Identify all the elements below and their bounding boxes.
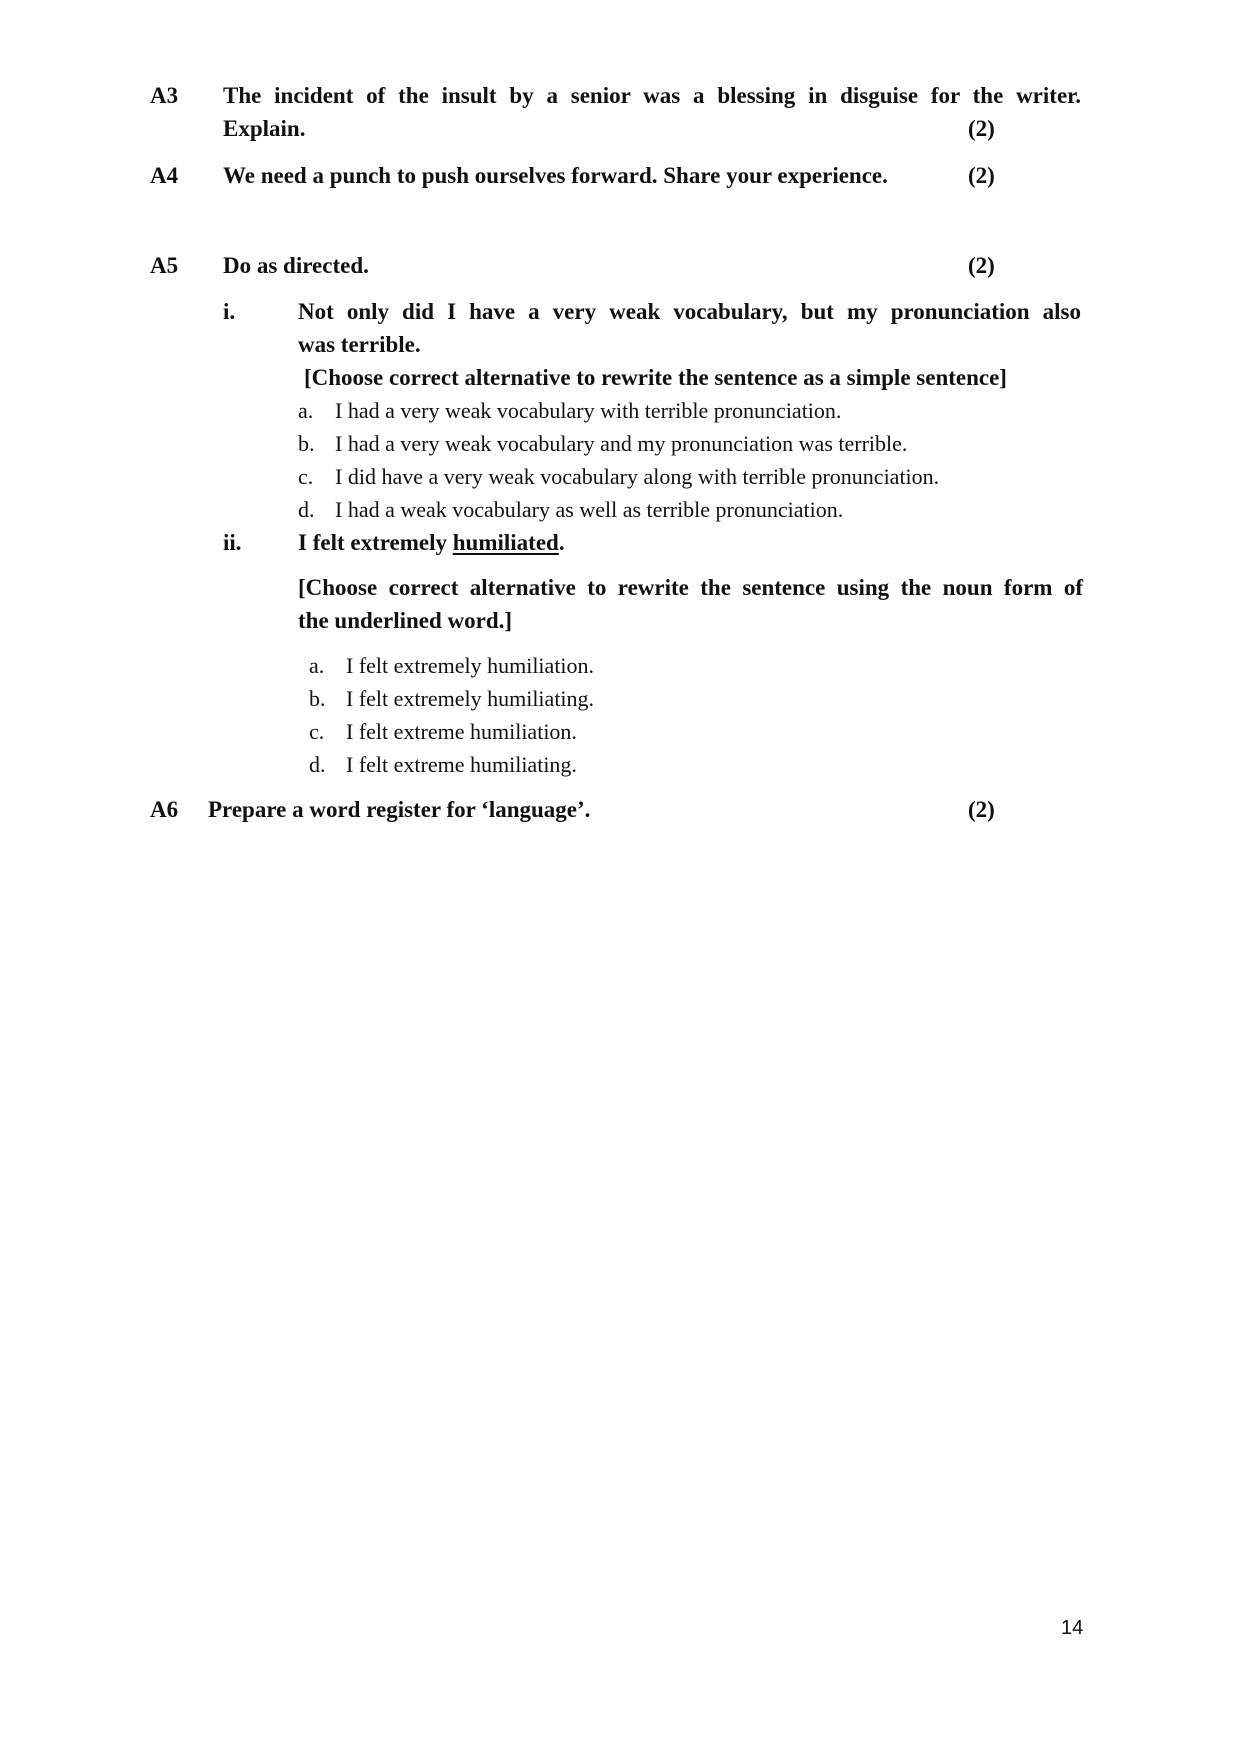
question-label-a3: A3: [150, 83, 179, 108]
sentence-text-before: I felt extremely: [298, 530, 453, 555]
question-label-a6: A6: [150, 797, 179, 822]
option-text: I did have a very weak vocabulary along with terrible pronunciation.: [335, 464, 940, 489]
page-number: 14: [1061, 1617, 1084, 1639]
option-text: I had a very weak vocabulary with terrible pronunciation.: [335, 398, 842, 423]
subpart-i-text-line1: Not only did I have a very weak vocabulary, but my pronunciation also: [298, 299, 1081, 324]
option-letter: c.: [309, 719, 325, 744]
subpart-label-i: i.: [223, 299, 236, 324]
subpart-ii-instruction-line1: [Choose correct alternative to rewrite the sentence using the noun form of: [298, 575, 1083, 600]
question-a5-text: Do as directed.: [223, 253, 369, 278]
option-text: I had a weak vocabulary as well as terrible pronunciation.: [335, 497, 844, 522]
subpart-ii-sentence: [298, 530, 565, 556]
marks-a4: (2): [968, 163, 995, 188]
option-text: I felt extreme humiliating.: [346, 752, 577, 777]
option-letter: d.: [298, 497, 315, 522]
sentence-text-after: .: [558, 530, 565, 555]
option-letter: d.: [309, 752, 326, 777]
marks-a5: (2): [968, 253, 995, 278]
subpart-i-text-line2: was terrible.: [298, 332, 421, 357]
marks-a3: (2): [968, 116, 995, 141]
option-letter: a.: [309, 653, 325, 678]
subpart-label-ii: ii.: [223, 530, 242, 555]
question-a3-text-line2: Explain.: [223, 116, 306, 141]
option-letter: b.: [309, 686, 326, 711]
marks-a6: (2): [968, 797, 995, 822]
option-letter: c.: [298, 464, 314, 489]
option-text: I felt extremely humiliation.: [346, 653, 595, 678]
question-label-a4: A4: [150, 163, 179, 188]
option-text: I felt extremely humiliating.: [346, 686, 595, 711]
question-a3-text-line1: The incident of the insult by a senior was a blessing in disguise for the writer.: [223, 83, 1081, 108]
question-a6-text: Prepare a word register for ‘language’.: [208, 797, 591, 822]
underlined-word: humiliated: [452, 530, 559, 555]
option-letter: a.: [298, 398, 314, 423]
option-text: I had a very weak vocabulary and my pronunciation was terrible.: [335, 431, 908, 456]
question-a4-text: We need a punch to push ourselves forward. Share your experience.: [223, 163, 888, 188]
option-text: I felt extreme humiliation.: [346, 719, 577, 744]
question-label-a5: A5: [150, 253, 179, 278]
subpart-ii-instruction-line2: the underlined word.]: [298, 608, 513, 633]
option-letter: b.: [298, 431, 315, 456]
subpart-i-instruction: [Choose correct alternative to rewrite the sentence as a simple sentence]: [304, 365, 1007, 390]
